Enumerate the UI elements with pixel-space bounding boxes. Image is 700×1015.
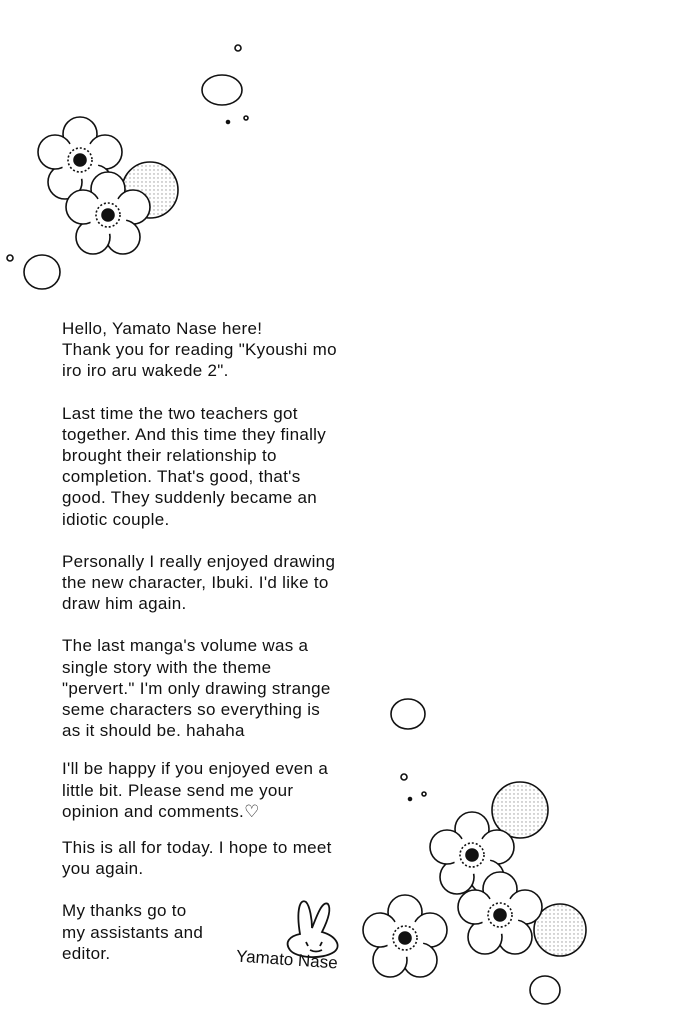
paragraph-comments	[62, 758, 402, 822]
text-line: opinion and comments.♡	[62, 801, 260, 821]
text-line: single story with the theme	[62, 657, 272, 677]
text-line: the new character, Ibuki. I'd like to	[62, 573, 329, 593]
paragraph-thanks	[62, 900, 402, 964]
text-line: good. They suddenly became an	[62, 488, 318, 508]
text-line: The last manga's volume was a	[62, 636, 309, 656]
text-line: little bit. Please send me your	[62, 780, 294, 800]
paragraph-character	[62, 551, 402, 615]
paragraph-story	[62, 403, 402, 530]
text-line: you again.	[62, 859, 144, 879]
text-line: editor.	[62, 943, 111, 963]
text-line: completion. That's good, that's	[62, 467, 301, 487]
text-line: Hello, Yamato Nase here!	[62, 319, 263, 338]
text-line: "pervert." I'm only drawing strange	[62, 678, 331, 698]
text-line: Thank you for reading "Kyoushi mo	[62, 340, 337, 360]
text-line: seme characters so everything is	[62, 700, 321, 720]
paragraph-greeting	[62, 318, 402, 382]
afterword-text	[62, 318, 402, 985]
text-line: draw him again.	[62, 594, 187, 614]
text-line: my assistants and	[62, 922, 204, 942]
paragraph-last-volume	[62, 635, 402, 741]
text-line: idiotic couple.	[62, 509, 170, 529]
text-line: I'll be happy if you enjoyed even a	[62, 759, 329, 779]
text-line: as it should be. hahaha	[62, 721, 245, 741]
paragraph-closing	[62, 837, 402, 879]
text-line: Personally I really enjoyed drawing	[62, 551, 336, 571]
text-line: My thanks go to	[62, 901, 187, 921]
flower-top-left	[38, 117, 178, 254]
text-line: brought their relationship to	[62, 446, 277, 466]
text-line: This is all for today. I hope to meet	[62, 838, 332, 858]
text-line: iro iro aru wakede 2".	[62, 361, 229, 381]
text-line: together. And this time they finally	[62, 424, 327, 444]
text-line: Last time the two teachers got	[62, 403, 298, 423]
author-signature: Yamato Nase	[235, 946, 339, 973]
